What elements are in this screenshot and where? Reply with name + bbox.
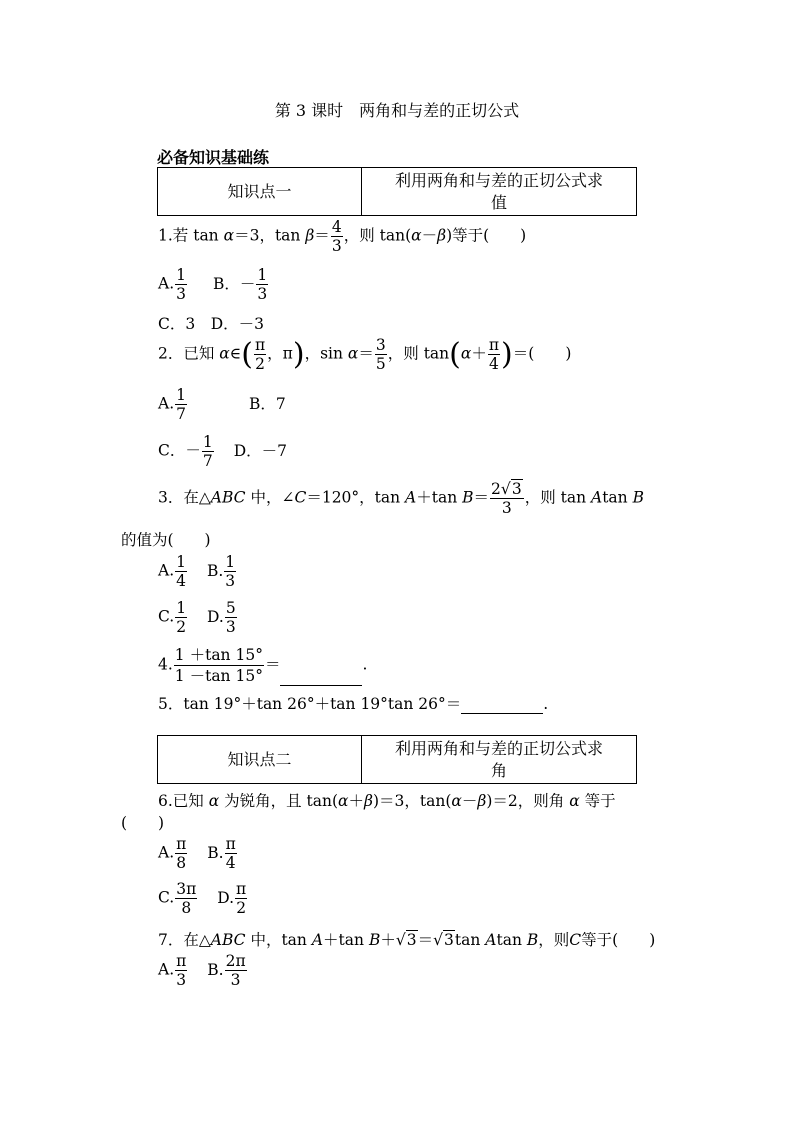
knowledge-point-label: 知识点一: [158, 168, 362, 216]
question-3-options-cd: C. $\frac{1}{2}$ D. $\frac{5}{3}$: [158, 599, 236, 636]
question-3: 3．在△ABC 中，∠C＝120°，tan A＋tan B＝ $\frac{2√3}{3}$ ，则 tan Atan B: [158, 480, 644, 517]
page-title: 第 3 课时 两角和与差的正切公式: [274, 101, 520, 120]
question-7: 7．在△ABC 中，tan A＋tan B＋√3＝√3tan Atan B，则C等于( ): [158, 931, 656, 949]
knowledge-point-label: 知识点二: [158, 736, 362, 784]
question-6-options-ab: A. $\frac{\pi}{8}$ B. $\frac{\pi}{4}$: [158, 835, 236, 872]
question-7-options-ab: A. $\frac{\pi}{3}$ B. $\frac{2\pi}{3}$: [158, 952, 246, 989]
fraction: $\frac{4}{3}$: [331, 218, 342, 255]
question-1: 1.若 tan α＝3，tan β＝ $\frac{4}{3}$ ，则 tan(α－β)等于( ): [158, 218, 527, 255]
question-3-line-2: 的值为( ): [121, 531, 211, 549]
question-2-options-cd: C．－ $\frac{1}{7}$ D．－7: [158, 433, 287, 470]
question-1-options-cd: C．3 D．－3: [158, 315, 265, 333]
knowledge-point-description: 利用两角和与差的正切公式求 角: [362, 736, 637, 784]
answer-blank[interactable]: [461, 713, 543, 714]
section-heading: 必备知识基础练: [157, 148, 270, 167]
question-2: 2．已知 α∈( $\frac{\pi}{2}$ ，π)，sin α＝ $\frac{3}{5}$ ，则 tan(α＋ $\frac{\pi}{4}$ )＝( ): [158, 336, 572, 373]
question-6: 6.已知 α 为锐角，且 tan(α＋β)＝3，tan(α－β)＝2，则角 α 等于: [158, 792, 616, 810]
question-6-options-cd: C. $\frac{3\pi}{8}$ D. $\frac{\pi}{2}$: [158, 880, 247, 917]
knowledge-point-table-2: [157, 735, 637, 784]
question-4: 4. $\frac{1 +\tan 15^\circ}{1 -\tan 15^\circ}$ ＝ .: [158, 646, 368, 685]
question-3-options-ab: A. $\frac{1}{4}$ B. $\frac{1}{3}$: [158, 553, 236, 590]
question-1-options-ab: A. $\frac{1}{3}$ B．－ $\frac{1}{3}$: [158, 266, 268, 303]
answer-blank[interactable]: [280, 685, 362, 686]
knowledge-point-table-1: [157, 167, 637, 216]
question-2-options-ab: A. $\frac{1}{7}$ B．7: [158, 386, 286, 423]
question-6-line-2: ( ): [121, 814, 165, 832]
question-5: 5．tan 19°＋tan 26°＋tan 19°tan 26°＝ .: [158, 695, 549, 713]
knowledge-point-description: 利用两角和与差的正切公式求 值: [362, 168, 637, 216]
